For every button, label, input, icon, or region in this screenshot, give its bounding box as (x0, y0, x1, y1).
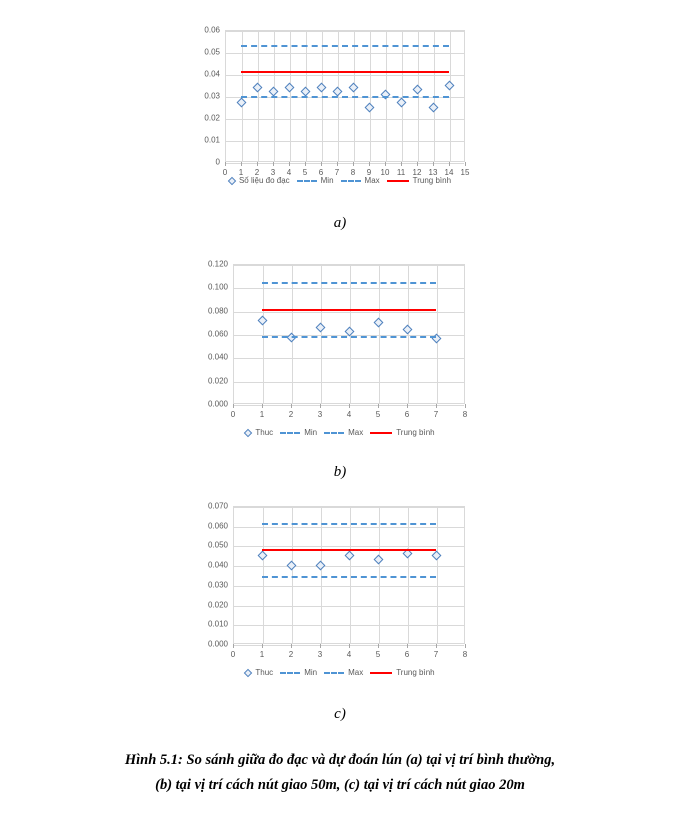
x-axis-tick-mark (465, 404, 466, 408)
x-axis-tick-label: 0 (222, 168, 228, 177)
gridline-horizontal (234, 566, 464, 567)
x-axis-tick-mark (369, 162, 370, 166)
gridline-horizontal (234, 586, 464, 587)
legend-marker-icon (228, 176, 236, 184)
gridline-horizontal (234, 288, 464, 289)
y-axis-tick-label: 0.120 (207, 259, 228, 269)
y-axis-tick-label: 0.02 (204, 113, 220, 123)
x-axis-tick-label: 2 (254, 168, 260, 177)
y-axis-tick-label: 0.000 (207, 639, 228, 649)
subfigure-label-c: c) (334, 706, 346, 722)
legend-item (370, 668, 434, 677)
y-axis-tick-label: 0.010 (207, 619, 228, 629)
gridline-horizontal (226, 141, 464, 142)
legend-label: Max (364, 176, 380, 185)
x-axis-tick-label: 4 (346, 410, 352, 419)
x-axis-tick-label: 3 (317, 650, 323, 659)
figure-panel-b (0, 258, 680, 443)
legend-item (229, 176, 290, 185)
y-axis-tick-label: 0.080 (207, 306, 228, 316)
x-axis-tick-mark (436, 644, 437, 648)
legend-dashed-line-icon (341, 180, 361, 182)
legend-item (245, 428, 273, 437)
y-axis-tick-label: 0.03 (204, 91, 220, 101)
gridline-horizontal (234, 507, 464, 508)
y-axis-tick-label: 0.060 (207, 521, 228, 531)
legend-item (370, 428, 434, 437)
y-axis-tick-label: 0.05 (204, 47, 220, 57)
figure-caption-line-2: (b) tại vị trí cách nút giao 50m, (c) tại vị trí cách nút giao 20m (155, 777, 525, 793)
x-axis-tick-label: 7 (433, 410, 439, 419)
y-axis-tick-label: 0.100 (207, 282, 228, 292)
x-axis-tick-label: 3 (317, 410, 323, 419)
legend-item (387, 176, 451, 185)
x-axis-tick-mark (349, 644, 350, 648)
x-axis-tick-label: 11 (396, 168, 406, 177)
subfigure-label-b: b) (333, 464, 347, 480)
gridline-vertical (450, 31, 451, 161)
gridline-horizontal (234, 606, 464, 607)
gridline-vertical (379, 265, 380, 403)
gridline-horizontal (234, 382, 464, 383)
legend-item (280, 428, 317, 437)
legend-solid-line-icon (370, 432, 392, 434)
x-axis-tick-mark (337, 162, 338, 166)
x-axis-tick-mark (407, 404, 408, 408)
x-axis-tick-mark (433, 162, 434, 166)
x-axis-tick-label: 7 (334, 168, 340, 177)
chart-c-legend (0, 668, 680, 677)
x-axis-tick-mark (233, 404, 234, 408)
chart-b (185, 258, 485, 443)
y-axis-tick-label: 0.000 (207, 399, 228, 409)
x-axis-tick-label: 10 (380, 168, 390, 177)
x-axis-tick-mark (353, 162, 354, 166)
legend-item (324, 668, 363, 677)
x-axis-tick-label: 6 (318, 168, 324, 177)
gridline-horizontal (226, 31, 464, 32)
gridline-vertical (321, 265, 322, 403)
x-axis-tick-mark (262, 404, 263, 408)
y-axis-tick-label: 0.06 (204, 25, 220, 35)
gridline-horizontal (226, 163, 464, 164)
x-axis-tick-label: 13 (428, 168, 438, 177)
x-axis-tick-mark (378, 644, 379, 648)
gridline-vertical (437, 507, 438, 643)
y-axis-tick-label: 0.060 (207, 329, 228, 339)
mean-line (241, 71, 449, 73)
threshold-line (262, 576, 436, 578)
legend-dashed-line-icon (324, 432, 344, 434)
x-axis-tick-label: 1 (259, 650, 265, 659)
gridline-horizontal (234, 265, 464, 266)
x-axis-tick-label: 8 (350, 168, 356, 177)
x-axis-tick-mark (449, 162, 450, 166)
y-axis-tick-label: 0.070 (207, 501, 228, 511)
legend-label: Max (348, 668, 364, 677)
x-axis-tick-label: 5 (375, 650, 381, 659)
x-axis-tick-mark (378, 404, 379, 408)
legend-label: Trung bình (396, 428, 435, 437)
figure-caption (0, 748, 680, 798)
x-axis-tick-label: 5 (375, 410, 381, 419)
x-axis-tick-label: 8 (462, 650, 468, 659)
legend-dashed-line-icon (280, 432, 300, 434)
legend-label: Thuc (255, 668, 274, 677)
x-axis-tick-label: 1 (238, 168, 244, 177)
gridline-horizontal (226, 119, 464, 120)
y-axis-tick-label: 0.030 (207, 580, 228, 590)
legend-item (324, 428, 363, 437)
legend-dashed-line-icon (324, 672, 344, 674)
gridline-vertical (263, 265, 264, 403)
x-axis-tick-label: 4 (286, 168, 292, 177)
x-axis-tick-mark (417, 162, 418, 166)
gridline-horizontal (234, 625, 464, 626)
legend-solid-line-icon (387, 180, 409, 182)
x-axis-tick-mark (289, 162, 290, 166)
x-axis-tick-label: 6 (404, 410, 410, 419)
x-axis-tick-mark (401, 162, 402, 166)
x-axis-tick-label: 8 (462, 410, 468, 419)
x-axis-tick-mark (465, 644, 466, 648)
gridline-horizontal (226, 75, 464, 76)
x-axis-tick-label: 3 (270, 168, 276, 177)
x-axis-tick-mark (407, 644, 408, 648)
legend-marker-icon (244, 428, 252, 436)
legend-label: Trung bình (396, 668, 435, 677)
x-axis-tick-mark (385, 162, 386, 166)
threshold-line (241, 96, 449, 98)
threshold-line (241, 45, 449, 47)
x-axis-tick-label: 15 (460, 168, 470, 177)
legend-label: Trung bình (412, 176, 452, 185)
legend-label: Min (304, 668, 318, 677)
x-axis-tick-label: 6 (404, 650, 410, 659)
x-axis-tick-mark (321, 162, 322, 166)
mean-line (262, 309, 436, 311)
subfigure-label-a: a) (333, 215, 347, 231)
y-axis-tick-label: 0.04 (204, 69, 220, 79)
x-axis-tick-label: 2 (288, 410, 294, 419)
legend-item (280, 668, 317, 677)
x-axis-tick-label: 9 (366, 168, 372, 177)
y-axis-tick-label: 0.020 (207, 600, 228, 610)
y-axis-tick-label: 0.01 (204, 135, 220, 145)
threshold-line (262, 282, 436, 284)
x-axis-tick-mark (320, 644, 321, 648)
legend-label: Min (320, 176, 334, 185)
legend-item (245, 668, 273, 677)
x-axis-tick-label: 12 (412, 168, 422, 177)
y-axis-tick-label: 0.040 (207, 352, 228, 362)
legend-label: Thuc (255, 428, 274, 437)
x-axis-tick-mark (257, 162, 258, 166)
chart-a-legend (0, 176, 680, 185)
legend-dashed-line-icon (280, 672, 300, 674)
x-axis-tick-mark (305, 162, 306, 166)
threshold-line (262, 523, 436, 525)
x-axis-tick-label: 0 (230, 410, 236, 419)
threshold-line (262, 336, 436, 338)
legend-label: Max (348, 428, 364, 437)
x-axis-tick-label: 1 (259, 410, 265, 419)
y-axis-tick-label: 0 (215, 157, 220, 167)
x-axis-tick-mark (241, 162, 242, 166)
x-axis-tick-mark (320, 404, 321, 408)
gridline-horizontal (234, 358, 464, 359)
gridline-horizontal (234, 312, 464, 313)
gridline-horizontal (234, 546, 464, 547)
x-axis-tick-mark (273, 162, 274, 166)
x-axis-tick-label: 5 (302, 168, 308, 177)
x-axis-tick-mark (233, 644, 234, 648)
legend-label: Số liệu đo đạc (238, 176, 290, 185)
gridline-vertical (408, 265, 409, 403)
y-axis-tick-label: 0.020 (207, 376, 228, 386)
x-axis-tick-mark (262, 644, 263, 648)
x-axis-tick-label: 0 (230, 650, 236, 659)
legend-item (341, 176, 380, 185)
gridline-horizontal (226, 53, 464, 54)
mean-line (262, 549, 436, 551)
legend-item (297, 176, 334, 185)
legend-solid-line-icon (370, 672, 392, 674)
x-axis-tick-mark (436, 404, 437, 408)
x-axis-tick-mark (349, 404, 350, 408)
figure-caption-line-1: Hình 5.1: So sánh giữa đo đạc và dự đoán lún (a) tại vị trí bình thường, (124, 752, 556, 768)
x-axis-tick-label: 4 (346, 650, 352, 659)
chart-b-legend (0, 428, 680, 437)
x-axis-tick-mark (291, 404, 292, 408)
x-axis-tick-mark (465, 162, 466, 166)
gridline-horizontal (234, 527, 464, 528)
legend-label: Min (304, 428, 318, 437)
legend-dashed-line-icon (297, 180, 317, 182)
chart-c (185, 500, 485, 685)
figure-panel-a (0, 24, 680, 209)
x-axis-tick-label: 14 (444, 168, 454, 177)
y-axis-tick-label: 0.050 (207, 540, 228, 550)
y-axis-tick-label: 0.040 (207, 560, 228, 570)
x-axis-tick-mark (291, 644, 292, 648)
x-axis-tick-label: 2 (288, 650, 294, 659)
legend-marker-icon (244, 668, 252, 676)
x-axis-tick-label: 7 (433, 650, 439, 659)
x-axis-tick-mark (225, 162, 226, 166)
figure-panel-c (0, 500, 680, 685)
